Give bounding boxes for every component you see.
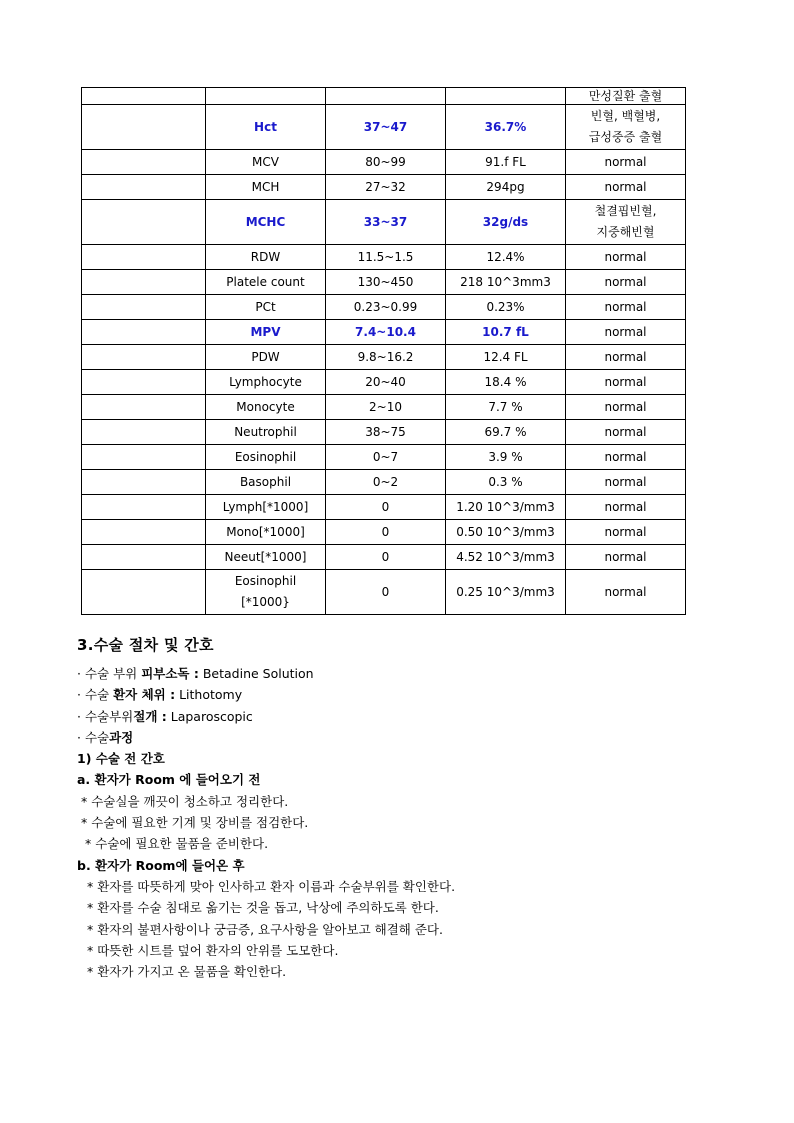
test-name-cell: Neeut[*1000]	[206, 545, 326, 570]
table-row	[82, 470, 686, 495]
interpretation-cell	[566, 175, 686, 200]
bullet-item	[77, 706, 717, 727]
step-item: * 수술실을 깨끗이 청소하고 정리한다.	[81, 793, 289, 809]
reference-range-cell: 0~7	[326, 445, 446, 470]
reference-range-cell: 0	[326, 570, 446, 615]
result-value-cell: 0.3 %	[446, 470, 566, 495]
bullet-rest: Lithotomy	[175, 687, 243, 703]
test-name-cell: MCHC	[206, 200, 326, 245]
interpretation-line: normal	[604, 425, 647, 439]
bullet-rest: Betadine Solution	[198, 666, 314, 681]
bullet-item	[77, 663, 717, 684]
table-row	[82, 150, 686, 175]
test-name-cell: Lymph[*1000]	[206, 495, 326, 520]
test-name-cell: PCt	[206, 295, 326, 320]
interpretation-line: normal	[604, 525, 647, 539]
table-cell	[82, 570, 206, 615]
interpretation-cell	[566, 395, 686, 420]
reference-range-cell: 11.5~1.5	[326, 245, 446, 270]
result-value-cell: 4.52 10^3/mm3	[446, 545, 566, 570]
result-value-cell: 69.7 %	[446, 420, 566, 445]
table-cell	[82, 520, 206, 545]
table-row	[82, 88, 686, 105]
interpretation-line: normal	[604, 300, 647, 314]
interpretation-line: 지중해빈혈	[596, 225, 655, 239]
interpretation-line: normal	[604, 375, 647, 389]
table-cell	[82, 470, 206, 495]
test-name-cell: Monocyte	[206, 395, 326, 420]
reference-range-cell: 0	[326, 495, 446, 520]
result-value-cell: 294pg	[446, 175, 566, 200]
test-name-cell: RDW	[206, 245, 326, 270]
step-a-heading: a. 환자가 Room 에 들어오기 전	[77, 772, 261, 788]
test-name-cell: Hct	[206, 105, 326, 150]
step-item: * 환자의 불편사항이나 궁금증, 요구사항을 알아보고 해결해 준다.	[87, 921, 443, 937]
step-b-heading: b. 환자가 Room에 들어온 후	[77, 857, 245, 873]
interpretation-cell	[566, 270, 686, 295]
bullet-label: · 수술 부위	[77, 666, 142, 681]
interpretation-cell	[566, 545, 686, 570]
reference-range-cell: 0~2	[326, 470, 446, 495]
table-row	[82, 570, 686, 615]
interpretation-line: normal	[604, 500, 647, 514]
interpretation-line: normal	[604, 325, 647, 339]
table-cell	[82, 445, 206, 470]
step-item: * 수술에 필요한 기계 및 장비를 점검한다.	[81, 815, 309, 831]
interpretation-line: 철결핍빈혈,	[594, 204, 657, 218]
table-cell	[82, 420, 206, 445]
test-name-cell	[206, 570, 326, 615]
interpretation-line: normal	[604, 400, 647, 414]
result-value-cell: 0.25 10^3/mm3	[446, 570, 566, 615]
table-cell	[82, 88, 206, 105]
bullet-rest: Laparoscopic	[166, 708, 253, 724]
table-cell	[82, 370, 206, 395]
reference-range-cell: 20~40	[326, 370, 446, 395]
interpretation-cell	[566, 200, 686, 245]
table-cell	[82, 345, 206, 370]
table-cell	[206, 88, 326, 105]
interpretation-line: normal	[604, 585, 647, 599]
table-row	[82, 175, 686, 200]
interpretation-cell	[566, 320, 686, 345]
bullet-item	[77, 727, 717, 748]
result-value-cell: 218 10^3mm3	[446, 270, 566, 295]
table-cell	[326, 88, 446, 105]
result-value-cell: 32g/ds	[446, 200, 566, 245]
result-value-cell: 0.23%	[446, 295, 566, 320]
reference-range-cell: 0	[326, 545, 446, 570]
interpretation-cell	[566, 370, 686, 395]
interpretation-cell	[566, 520, 686, 545]
test-name-cell: Eosinophil	[206, 445, 326, 470]
interpretation-cell	[566, 150, 686, 175]
reference-range-cell: 80~99	[326, 150, 446, 175]
table-row	[82, 395, 686, 420]
interpretation-cell	[566, 495, 686, 520]
interpretation-cell	[566, 105, 686, 150]
interpretation-cell	[566, 570, 686, 615]
table-cell	[82, 395, 206, 420]
test-name-cell: Neutrophil	[206, 420, 326, 445]
interpretation-line: 빈혈, 백혈병,	[590, 109, 661, 123]
table-row	[82, 105, 686, 150]
test-name-line: Eosinophil	[234, 574, 297, 588]
interpretation-line: normal	[604, 350, 647, 364]
table-cell: 만성질환 출혈	[566, 88, 686, 105]
reference-range-cell: 130~450	[326, 270, 446, 295]
step-item: * 수술에 필요한 물품을 준비한다.	[81, 836, 269, 852]
table-cell	[82, 320, 206, 345]
test-name-cell: Mono[*1000]	[206, 520, 326, 545]
table-cell	[446, 88, 566, 105]
table-row	[82, 200, 686, 245]
reference-range-cell: 38~75	[326, 420, 446, 445]
sub-heading: 1) 수술 전 간호	[77, 751, 165, 767]
interpretation-line: normal	[604, 275, 647, 289]
test-name-line: [*1000}	[241, 595, 290, 609]
reference-range-cell: 37~47	[326, 105, 446, 150]
table-row	[82, 295, 686, 320]
interpretation-cell	[566, 295, 686, 320]
step-item: * 환자를 따뜻하게 맞아 인사하고 환자 이름과 수술부위를 확인한다.	[87, 878, 456, 894]
bullet-bold: 피부소독 :	[141, 666, 199, 681]
table-cell	[82, 200, 206, 245]
table-row	[82, 520, 686, 545]
test-name-cell: MCH	[206, 175, 326, 200]
bullet-label: · 수술부위	[77, 708, 134, 724]
table-row	[82, 345, 686, 370]
bullet-bold: 절개 :	[133, 708, 167, 724]
test-name-cell: PDW	[206, 345, 326, 370]
interpretation-cell	[566, 420, 686, 445]
lab-results-table	[81, 87, 686, 615]
table-row	[82, 245, 686, 270]
bullet-label: · 수술	[77, 729, 110, 745]
result-value-cell: 3.9 %	[446, 445, 566, 470]
reference-range-cell: 0.23~0.99	[326, 295, 446, 320]
reference-range-cell: 2~10	[326, 395, 446, 420]
bullet-label: · 수술	[77, 687, 114, 703]
interpretation-line: normal	[604, 550, 647, 564]
table-cell	[82, 270, 206, 295]
table-cell	[82, 245, 206, 270]
test-name-cell: MCV	[206, 150, 326, 175]
result-value-cell: 18.4 %	[446, 370, 566, 395]
table-row	[82, 445, 686, 470]
result-value-cell: 1.20 10^3/mm3	[446, 495, 566, 520]
step-item: * 따뜻한 시트를 덮어 환자의 안위를 도모한다.	[87, 942, 339, 958]
bullet-bold: 환자 체위 :	[113, 687, 176, 703]
bullet-item	[77, 684, 717, 705]
interpretation-line: normal	[604, 450, 647, 464]
section-heading: 3.수술 절차 및 간호	[77, 636, 214, 654]
interpretation-cell	[566, 345, 686, 370]
result-value-cell: 10.7 fL	[446, 320, 566, 345]
table-cell	[82, 175, 206, 200]
table-cell	[82, 495, 206, 520]
result-value-cell: 0.50 10^3/mm3	[446, 520, 566, 545]
reference-range-cell: 7.4~10.4	[326, 320, 446, 345]
reference-range-cell: 9.8~16.2	[326, 345, 446, 370]
table-row	[82, 270, 686, 295]
interpretation-line: normal	[604, 475, 647, 489]
test-name-cell: Lymphocyte	[206, 370, 326, 395]
interpretation-cell	[566, 445, 686, 470]
interpretation-cell	[566, 245, 686, 270]
step-item: * 환자가 가지고 온 물품을 확인한다.	[87, 964, 287, 980]
interpretation-line: normal	[604, 180, 647, 194]
table-row	[82, 320, 686, 345]
result-value-cell: 12.4%	[446, 245, 566, 270]
table-cell	[82, 545, 206, 570]
interpretation-line: normal	[604, 155, 647, 169]
surgery-procedure-section	[77, 634, 717, 982]
table-row	[82, 420, 686, 445]
test-name-cell: Basophil	[206, 470, 326, 495]
test-name-cell: Platele count	[206, 270, 326, 295]
table-cell	[82, 105, 206, 150]
reference-range-cell: 0	[326, 520, 446, 545]
test-name-cell: MPV	[206, 320, 326, 345]
table-row	[82, 495, 686, 520]
interpretation-line: normal	[604, 250, 647, 264]
result-value-cell: 12.4 FL	[446, 345, 566, 370]
interpretation-line: 급성중증 출혈	[588, 130, 663, 144]
table-cell	[82, 295, 206, 320]
reference-range-cell: 27~32	[326, 175, 446, 200]
reference-range-cell: 33~37	[326, 200, 446, 245]
table-cell	[82, 150, 206, 175]
step-item: * 환자를 수술 침대로 옮기는 것을 돕고, 낙상에 주의하도록 한다.	[87, 900, 439, 916]
table-row	[82, 370, 686, 395]
result-value-cell: 91.f FL	[446, 150, 566, 175]
result-value-cell: 36.7%	[446, 105, 566, 150]
bullet-bold: 과정	[109, 729, 134, 745]
result-value-cell: 7.7 %	[446, 395, 566, 420]
interpretation-cell	[566, 470, 686, 495]
table-row	[82, 545, 686, 570]
